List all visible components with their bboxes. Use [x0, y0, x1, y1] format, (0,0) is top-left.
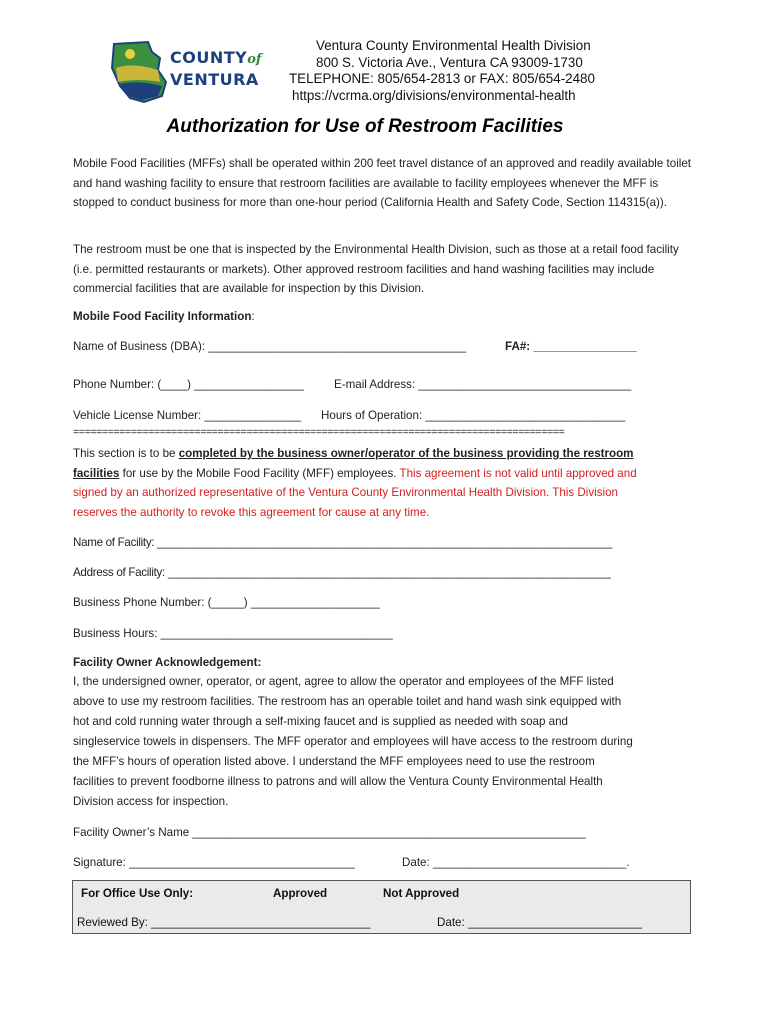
- logo-ventura-text: VENTURA: [170, 70, 259, 89]
- county-logo: [108, 38, 268, 108]
- signature-field[interactable]: Signature: ___________________________________: [73, 856, 355, 869]
- business-name-field[interactable]: Name of Business (DBA): ________________________________________: [73, 340, 467, 353]
- agency-phone-fax: TELEPHONE: 805/654-2813 or FAX: 805/654-2480: [289, 71, 595, 86]
- agency-name: Ventura County Environmental Health Division: [316, 38, 591, 53]
- business-phone-field[interactable]: Business Phone Number: (_____) ____________________: [73, 596, 380, 609]
- fa-number-field[interactable]: FA#: ________________: [505, 340, 637, 353]
- office-use-box: [72, 880, 691, 934]
- agency-url[interactable]: https://vcrma.org/divisions/environmental-health: [292, 87, 576, 103]
- office-use-label: For Office Use Only:: [81, 887, 194, 900]
- phone-number-field[interactable]: Phone Number: (____) _________________: [73, 378, 304, 391]
- facility-name-field[interactable]: Name of Facility: __________________________________________________________________________: [73, 536, 613, 549]
- page-title: Authorization for Use of Restroom Facilities: [166, 116, 564, 137]
- date-field[interactable]: Date: ______________________________.: [402, 856, 630, 869]
- intro-paragraph-2: The restroom must be one that is inspected by the Environmental Health Division, such as those at a retail food facility (i.e. permitted restaurants or markets). Other approved restroom facilities and hand washing facilities may include commercial facilities that are available for inspection by this Division.: [73, 243, 679, 296]
- vehicle-license-field[interactable]: Vehicle License Number: _______________: [73, 409, 302, 422]
- business-hours-field[interactable]: Business Hours: ____________________________________: [73, 627, 393, 640]
- acknowledgement-heading: Facility Owner Acknowledgement:: [73, 656, 262, 669]
- agency-address: 800 S. Victoria Ave., Ventura CA 93009-1730: [316, 54, 583, 70]
- acknowledgement-text: I, the undersigned owner, operator, or agent, agree to allow the operator and employees of the MFF listed above to use my restroom facilities. The restroom has an operable toilet and hand wash sink equipped with hot and cold running water through a self-mixing faucet and is supplied as needed with soap and singleservice towels in dispensers. The MFF operator and employees will have access to the restroom during the MFF’s hours of operation listed above. I understand the MFF employees need to use the restroom facilities to prevent foodborne illness to patrons and will allow the Ventura County Environmental Health Division access for inspection.: [73, 675, 633, 808]
- email-address-field[interactable]: E-mail Address: _________________________________: [334, 378, 632, 391]
- facility-owner-name-field[interactable]: Facility Owner’s Name _____________________________________________________________: [73, 826, 586, 839]
- section-instructions: This section is to be completed by the business owner/operator of the business providing the restroom facilities for use by the Mobile Food Facility (MFF) employees. This agreement is not valid until approved and signed by an authorized representative of the Ventura County Environmental Health Division. This Division reserves the authority to revoke this agreement for cause at any time.: [73, 447, 637, 519]
- county-map-icon: [108, 38, 170, 106]
- facility-address-field[interactable]: Address of Facility: ________________________________________________________________________: [73, 566, 611, 579]
- reviewed-by-field[interactable]: Reviewed By: __________________________________: [77, 916, 371, 929]
- agency-header: [289, 38, 595, 104]
- hours-of-operation-field[interactable]: Hours of Operation: _______________________________: [321, 409, 626, 422]
- not-approved-option[interactable]: Not Approved: [383, 887, 460, 900]
- mff-info-heading: Mobile Food Facility Information:: [73, 310, 255, 323]
- approved-option[interactable]: Approved: [273, 887, 328, 900]
- section-divider: =====================================================================================: [73, 426, 565, 438]
- logo-county-text: COUNTYof: [170, 48, 262, 67]
- intro-paragraph-1: Mobile Food Facilities (MFFs) shall be operated within 200 feet travel distance of an approved and readily available toilet and hand washing facility to ensure that restroom facilities are available to facility employees whenever the MFF is stopped to conduct business for more than one-hour period (California Health and Safety Code, Section 114315(a)).: [73, 157, 692, 210]
- office-date-field[interactable]: Date: ___________________________: [437, 916, 643, 929]
